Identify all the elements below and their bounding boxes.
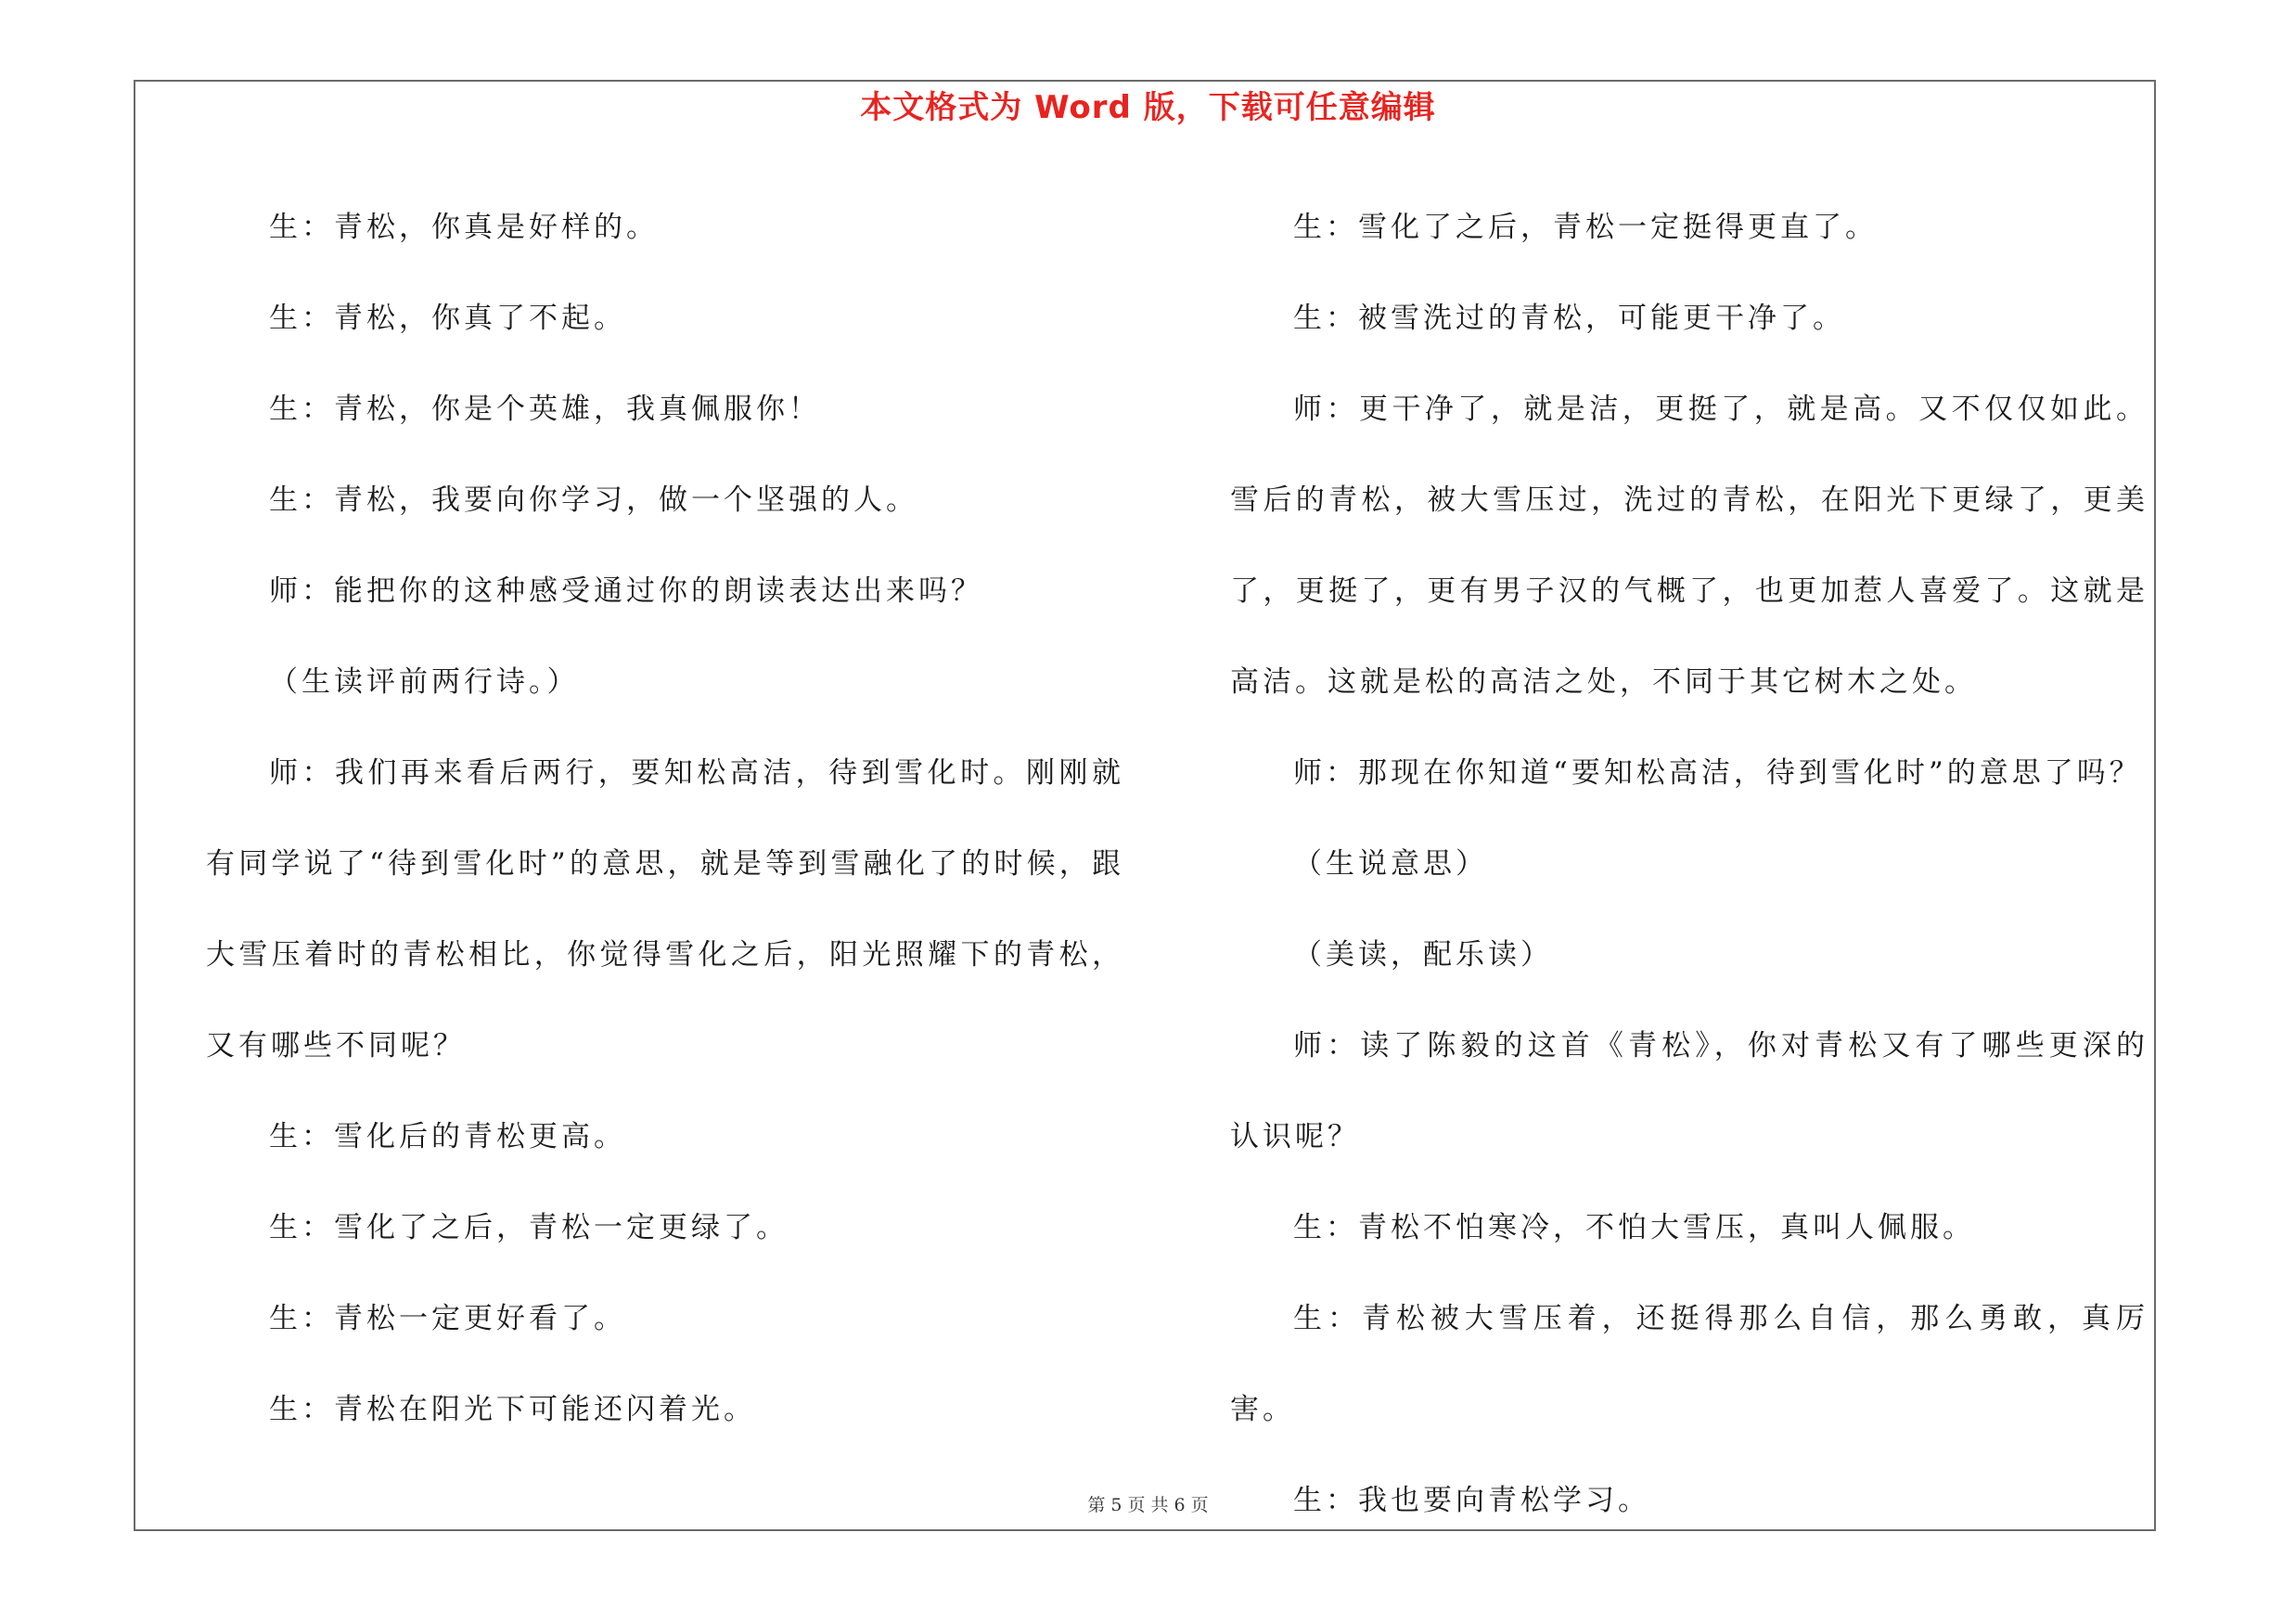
paragraph: 生：我也要向青松学习。 (1293, 1484, 1650, 1517)
paragraph: 生：青松不怕寒冷，不怕大雪压，真叫人佩服。 (1293, 1211, 1975, 1244)
paragraph: （生读评前两行诗。） (269, 665, 580, 699)
right-text-column (1230, 182, 2148, 1546)
paragraph: 生：雪化后的青松更高。 (269, 1120, 626, 1153)
paragraph: 师：读了陈毅的这首《青松》，你对青松又有了哪些更深的认识呢？ (1230, 1029, 2148, 1153)
paragraph: 生：青松，你真是好样的。 (269, 211, 659, 244)
paragraph: 生：雪化了之后，青松一定更绿了。 (269, 1211, 789, 1244)
paragraph: 师：我们再来看后两行，要知松高洁，待到雪化时。刚刚就有同学说了“待到雪化时”的意思，就是等到雪融化了的时候，跟大雪压着时的青松相比，你觉得雪化之后，阳光照耀下的青松，又有哪些不同呢？ (206, 756, 1124, 1063)
paragraph: 生：青松一定更好看了。 (269, 1302, 626, 1335)
format-notice-banner: 本文格式为 Word 版，下载可任意编辑 (860, 89, 1436, 126)
left-text-column (206, 182, 1124, 1455)
page-number-footer: 第 5 页 共 6 页 (1087, 1495, 1209, 1515)
paragraph: 生：被雪洗过的青松，可能更干净了。 (1293, 302, 1845, 335)
paragraph: 生：青松，你是个英雄，我真佩服你！ (269, 393, 821, 426)
paragraph: 生：青松，我要向你学习，做一个坚强的人。 (269, 483, 918, 517)
paragraph: 师：能把你的这种感受通过你的朗读表达出来吗？ (269, 574, 983, 608)
paragraph: （美读，配乐读） (1293, 938, 1553, 972)
paragraph: 生：雪化了之后，青松一定挺得更直了。 (1293, 211, 1878, 244)
paragraph: 生：青松被大雪压着，还挺得那么自信，那么勇敢，真厉害。 (1230, 1302, 2148, 1426)
paragraph: （生说意思） (1293, 847, 1488, 881)
paragraph: 师：更干净了，就是洁，更挺了，就是高。又不仅仅如此。雪后的青松，被大雪压过，洗过的青松，在阳光下更绿了，更美了，更挺了，更有男子汉的气概了，也更加惹人喜爱了。这就是高洁。这就是松的高洁之处，不同于其它树木之处。 (1230, 393, 2148, 699)
paragraph: 师：那现在你知道“要知松高洁，待到雪化时”的意思了吗？ (1293, 756, 2142, 790)
paragraph: 生：青松在阳光下可能还闪着光。 (269, 1393, 756, 1426)
paragraph: 生：青松，你真了不起。 (269, 302, 626, 335)
